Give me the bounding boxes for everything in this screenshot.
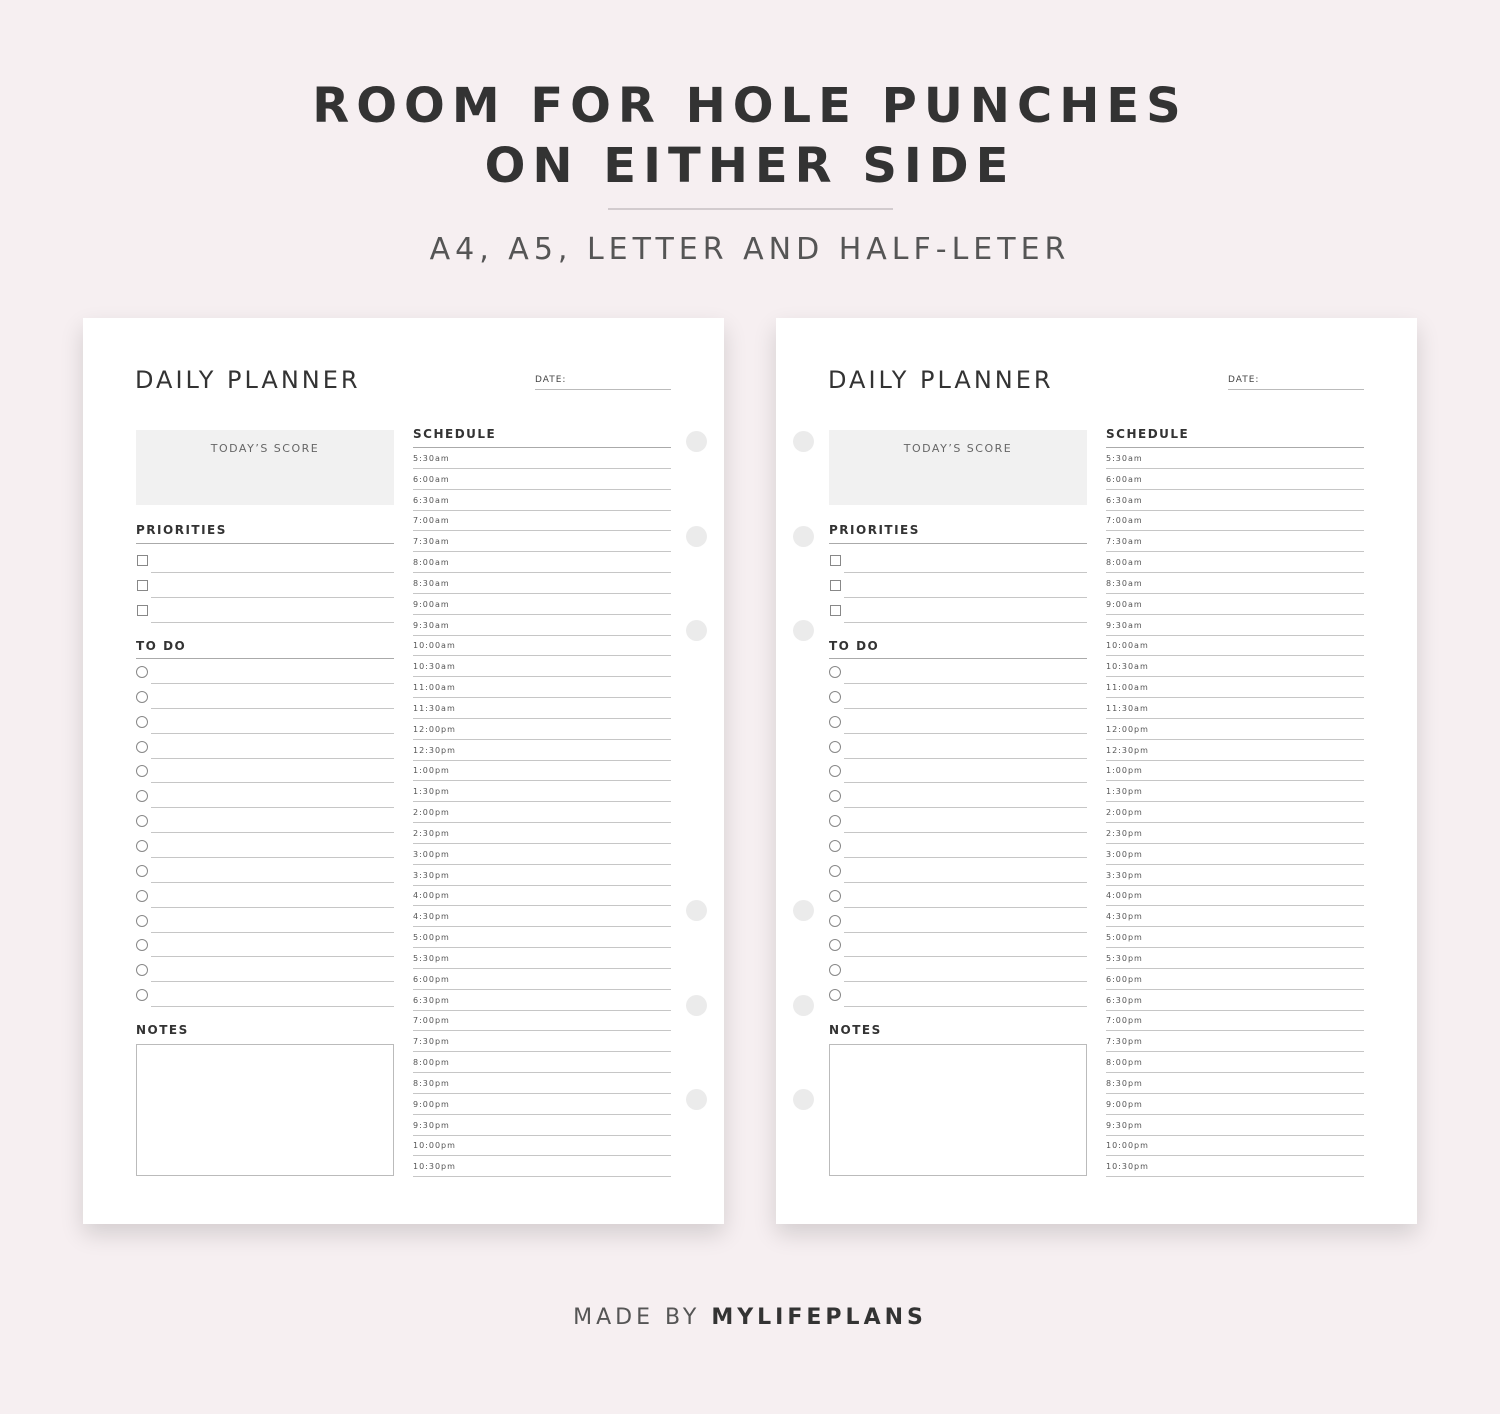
schedule-time-label: 6:00pm [1106,974,1143,984]
schedule-slot-line[interactable] [413,843,671,844]
schedule-slot-line[interactable] [413,614,671,615]
todo-radio[interactable] [829,890,841,902]
todo-line[interactable] [151,733,394,734]
schedule-slot-line[interactable] [413,655,671,656]
schedule-time-label: 12:30pm [1106,745,1149,755]
priority-checkbox[interactable] [137,580,148,591]
priority-checkbox[interactable] [137,555,148,566]
todo-radio[interactable] [829,840,841,852]
schedule-slot-line[interactable] [1106,760,1364,761]
todo-radio[interactable] [829,964,841,976]
schedule-time-label: 3:00pm [413,849,450,859]
todo-heading: TO DO [829,639,880,653]
schedule-time-label: 5:30am [413,454,450,463]
hole-punch-mark [686,620,707,641]
todo-radio[interactable] [136,691,148,703]
todo-heading-rule [829,658,1087,659]
schedule-heading: SCHEDULE [1106,427,1190,441]
schedule-time-label: 10:30am [413,662,456,672]
schedule-slot-line[interactable] [413,1155,671,1156]
schedule-time-label: 9:30am [1106,620,1143,630]
date-label: DATE: [535,375,567,385]
todo-line[interactable] [844,782,1087,783]
planner-page-left [83,318,724,1224]
schedule-time-label: 1:30pm [413,787,450,797]
schedule-time-label: 9:30pm [1106,1120,1143,1130]
schedule-time-label: 10:00am [1106,641,1149,651]
schedule-slot-line[interactable] [413,718,671,719]
footer-brand: MYLIFEPLANS [711,1305,927,1330]
priority-line[interactable] [151,597,394,598]
todo-radio[interactable] [829,815,841,827]
schedule-slot-line[interactable] [1106,572,1364,573]
todo-radio[interactable] [136,989,148,1001]
schedule-slot-line[interactable] [1106,947,1364,948]
schedule-slot-line[interactable] [413,635,671,636]
schedule-slot-line[interactable] [1106,718,1364,719]
schedule-time-label: 5:00pm [1106,933,1143,943]
schedule-slot-line[interactable] [1106,989,1364,990]
hole-punch-mark [793,620,814,641]
schedule-time-label: 11:00am [413,683,456,693]
todo-radio[interactable] [829,765,841,777]
todo-line[interactable] [151,956,394,957]
priority-line[interactable] [151,622,394,623]
todo-radio[interactable] [136,840,148,852]
schedule-slot-line[interactable] [413,468,671,469]
schedule-time-label: 1:00pm [413,766,450,776]
schedule-time-label: 6:00am [1106,474,1143,484]
schedule-time-label: 8:30am [1106,578,1143,588]
hole-punch-mark [686,431,707,452]
schedule-slot-line[interactable] [413,697,671,698]
todo-line[interactable] [844,683,1087,684]
todo-line[interactable] [151,882,394,883]
hole-punch-mark [686,1089,707,1110]
schedule-slot-line[interactable] [1106,843,1364,844]
schedule-time-label: 10:00am [413,641,456,651]
hole-punch-mark [793,1089,814,1110]
schedule-time-label: 5:30pm [1106,953,1143,963]
todo-line[interactable] [844,1006,1087,1007]
todo-line[interactable] [151,832,394,833]
priority-checkbox[interactable] [137,605,148,616]
todo-line[interactable] [151,1006,394,1007]
todo-line[interactable] [844,907,1087,908]
todo-radio[interactable] [136,915,148,927]
schedule-time-label: 3:30pm [1106,870,1143,880]
schedule-slot-line[interactable] [1106,801,1364,802]
schedule-time-label: 10:30pm [1106,1162,1149,1172]
todo-line[interactable] [844,932,1087,933]
schedule-time-label: 6:30pm [413,995,450,1005]
schedule-slot-line[interactable] [413,822,671,823]
schedule-slot-line[interactable] [413,551,671,552]
schedule-slot-line[interactable] [1106,1010,1364,1011]
schedule-slot-line[interactable] [1106,676,1364,677]
hole-punch-mark [793,431,814,452]
schedule-slot-line[interactable] [413,1051,671,1052]
hole-punch-mark [686,995,707,1016]
schedule-time-label: 8:00pm [1106,1058,1143,1068]
schedule-slot-line[interactable] [413,1135,671,1136]
schedule-time-label: 11:00am [1106,683,1149,693]
todo-radio[interactable] [136,765,148,777]
schedule-time-label: 6:30am [1106,495,1143,505]
priorities-heading-rule [136,543,394,544]
schedule-heading-rule [1106,447,1364,448]
schedule-time-label: 7:30am [413,537,450,547]
schedule-slot-line[interactable] [413,864,671,865]
schedule-slot-line[interactable] [413,1114,671,1115]
todo-radio[interactable] [136,790,148,802]
schedule-time-label: 7:30pm [413,1037,450,1047]
schedule-time-label: 7:00am [413,516,450,526]
todays-score-label: TODAY’S SCORE [210,442,320,455]
schedule-slot-line[interactable] [1106,1051,1364,1052]
schedule-slot-line[interactable] [1106,1135,1364,1136]
schedule-slot-line[interactable] [1106,1072,1364,1073]
schedule-slot-line[interactable] [413,947,671,948]
schedule-time-label: 2:00pm [1106,808,1143,818]
schedule-time-label: 4:00pm [1106,891,1143,901]
schedule-time-label: 8:00am [413,558,450,568]
todo-radio[interactable] [136,865,148,877]
todo-line[interactable] [151,932,394,933]
schedule-time-label: 6:00am [413,474,450,484]
schedule-slot-line[interactable] [413,780,671,781]
priority-line[interactable] [844,622,1087,623]
schedule-slot-line[interactable] [413,1072,671,1073]
schedule-time-label: 6:30pm [1106,995,1143,1005]
todo-radio[interactable] [829,741,841,753]
hole-punch-mark [793,526,814,547]
schedule-time-label: 7:00pm [1106,1016,1143,1026]
schedule-slot-line[interactable] [1106,1176,1364,1177]
footer-prefix: MADE BY [573,1305,701,1330]
schedule-time-label: 10:30am [1106,662,1149,672]
notes-heading: NOTES [136,1023,189,1037]
schedule-slot-line[interactable] [413,1010,671,1011]
todays-score-box[interactable] [136,430,394,505]
todo-radio[interactable] [136,939,148,951]
footer-credit [0,1305,1500,1330]
schedule-time-label: 9:30pm [413,1120,450,1130]
schedule-time-label: 10:00pm [1106,1141,1149,1151]
todo-radio[interactable] [829,691,841,703]
schedule-slot-line[interactable] [413,1030,671,1031]
schedule-time-label: 7:30pm [1106,1037,1143,1047]
todo-line[interactable] [151,683,394,684]
hole-punch-mark [686,526,707,547]
schedule-slot-line[interactable] [1106,739,1364,740]
todo-line[interactable] [151,981,394,982]
schedule-time-label: 8:30am [413,578,450,588]
todo-radio[interactable] [136,964,148,976]
schedule-time-label: 5:00pm [413,933,450,943]
date-field[interactable] [535,375,671,390]
notes-heading: NOTES [829,1023,882,1037]
todo-radio[interactable] [136,716,148,728]
planner-title: DAILY PLANNER [135,366,361,394]
schedule-time-label: 4:30pm [1106,912,1143,922]
schedule-slot-line[interactable] [1106,655,1364,656]
planner-page-right [776,318,1417,1224]
schedule-time-label: 6:00pm [413,974,450,984]
schedule-slot-line[interactable] [413,989,671,990]
schedule-time-label: 10:00pm [413,1141,456,1151]
schedule-time-label: 3:00pm [1106,849,1143,859]
schedule-time-label: 1:00pm [1106,766,1143,776]
schedule-slot-line[interactable] [413,968,671,969]
schedule-slot-line[interactable] [413,593,671,594]
schedule-slot-line[interactable] [1106,926,1364,927]
todo-line[interactable] [151,782,394,783]
todays-score-box[interactable] [829,430,1087,505]
schedule-slot-line[interactable] [1106,468,1364,469]
todo-line[interactable] [151,857,394,858]
schedule-slot-line[interactable] [1106,635,1364,636]
notes-box[interactable] [136,1044,394,1176]
todo-radio[interactable] [136,741,148,753]
schedule-slot-line[interactable] [413,801,671,802]
schedule-heading-rule [413,447,671,448]
hole-punch-mark [793,900,814,921]
schedule-slot-line[interactable] [1106,822,1364,823]
todo-line[interactable] [844,956,1087,957]
schedule-time-label: 11:30am [1106,703,1149,713]
schedule-time-label: 5:30am [1106,454,1143,463]
schedule-time-label: 7:00pm [413,1016,450,1026]
todo-line[interactable] [844,882,1087,883]
todo-radio[interactable] [829,716,841,728]
schedule-slot-line[interactable] [1106,885,1364,886]
schedule-time-label: 9:00pm [1106,1099,1143,1109]
schedule-time-label: 6:30am [413,495,450,505]
schedule-time-label: 2:30pm [413,828,450,838]
todo-radio[interactable] [829,915,841,927]
schedule-slot-line[interactable] [413,489,671,490]
schedule-time-label: 1:30pm [1106,787,1143,797]
schedule-slot-line[interactable] [413,572,671,573]
schedule-time-label: 3:30pm [413,870,450,880]
todo-radio[interactable] [136,890,148,902]
schedule-time-label: 12:00pm [413,724,456,734]
schedule-time-label: 2:00pm [413,808,450,818]
headline-line-1: ROOM FOR HOLE PUNCHES [312,78,1188,134]
todo-radio[interactable] [829,666,841,678]
schedule-time-label: 4:30pm [413,912,450,922]
date-field[interactable] [1228,375,1364,390]
todo-line[interactable] [844,981,1087,982]
schedule-slot-line[interactable] [1106,593,1364,594]
schedule-time-label: 8:00am [1106,558,1143,568]
headline-divider [608,208,893,210]
todo-radio[interactable] [829,989,841,1001]
todo-line[interactable] [151,758,394,759]
priorities-heading: PRIORITIES [829,523,920,537]
todays-score-label: TODAY’S SCORE [903,442,1013,455]
todo-line[interactable] [844,733,1087,734]
schedule-slot-line[interactable] [1106,1093,1364,1094]
schedule-time-label: 9:30am [413,620,450,630]
date-label: DATE: [1228,375,1260,385]
priority-line[interactable] [844,597,1087,598]
planner-title: DAILY PLANNER [828,366,1054,394]
todo-line[interactable] [844,832,1087,833]
schedule-time-label: 8:30pm [1106,1078,1143,1088]
schedule-slot-line[interactable] [413,510,671,511]
todo-line[interactable] [844,708,1087,709]
priority-line[interactable] [151,572,394,573]
schedule-time-label: 9:00am [413,599,450,609]
schedule-slot-line[interactable] [413,1176,671,1177]
schedule-time-label: 12:00pm [1106,724,1149,734]
schedule-time-label: 10:30pm [413,1162,456,1172]
schedule-time-label: 4:00pm [413,891,450,901]
schedule-time-label: 8:30pm [413,1078,450,1088]
schedule-slot-line[interactable] [1106,968,1364,969]
schedule-heading: SCHEDULE [413,427,497,441]
todo-heading-rule [136,658,394,659]
schedule-slot-line[interactable] [413,676,671,677]
todo-radio[interactable] [829,865,841,877]
paper-sizes-subtitle: A4, A5, LETTER AND HALF-LETER [429,232,1071,267]
schedule-slot-line[interactable] [1106,510,1364,511]
todo-radio[interactable] [136,815,148,827]
schedule-time-label: 8:00pm [413,1058,450,1068]
todo-heading: TO DO [136,639,187,653]
priority-checkbox[interactable] [830,555,841,566]
todo-line[interactable] [151,708,394,709]
priority-checkbox[interactable] [830,580,841,591]
schedule-slot-line[interactable] [1106,551,1364,552]
schedule-time-label: 9:00pm [413,1099,450,1109]
todo-radio[interactable] [829,790,841,802]
todo-radio[interactable] [829,939,841,951]
schedule-time-label: 5:30pm [413,953,450,963]
schedule-time-label: 9:00am [1106,599,1143,609]
schedule-slot-line[interactable] [413,760,671,761]
hole-punch-mark [793,995,814,1016]
schedule-slot-line[interactable] [413,1093,671,1094]
priorities-heading: PRIORITIES [136,523,227,537]
todo-line[interactable] [844,857,1087,858]
todo-line[interactable] [151,807,394,808]
schedule-slot-line[interactable] [413,739,671,740]
todo-radio[interactable] [136,666,148,678]
schedule-slot-line[interactable] [1106,1155,1364,1156]
schedule-slot-line[interactable] [1106,905,1364,906]
schedule-slot-line[interactable] [413,926,671,927]
schedule-slot-line[interactable] [1106,780,1364,781]
schedule-slot-line[interactable] [413,905,671,906]
schedule-time-label: 12:30pm [413,745,456,755]
schedule-slot-line[interactable] [1106,864,1364,865]
priority-checkbox[interactable] [830,605,841,616]
schedule-slot-line[interactable] [1106,697,1364,698]
schedule-slot-line[interactable] [413,885,671,886]
schedule-time-label: 7:00am [1106,516,1143,526]
priority-line[interactable] [844,572,1087,573]
priorities-heading-rule [829,543,1087,544]
schedule-slot-line[interactable] [1106,530,1364,531]
notes-box[interactable] [829,1044,1087,1176]
schedule-time-label: 2:30pm [1106,828,1143,838]
todo-line[interactable] [844,758,1087,759]
schedule-slot-line[interactable] [1106,1030,1364,1031]
hole-punch-mark [686,900,707,921]
schedule-slot-line[interactable] [1106,614,1364,615]
schedule-time-label: 11:30am [413,703,456,713]
schedule-slot-line[interactable] [1106,489,1364,490]
headline-line-2: ON EITHER SIDE [484,138,1016,194]
schedule-time-label: 7:30am [1106,537,1143,547]
todo-line[interactable] [844,807,1087,808]
schedule-slot-line[interactable] [413,530,671,531]
todo-line[interactable] [151,907,394,908]
schedule-slot-line[interactable] [1106,1114,1364,1115]
